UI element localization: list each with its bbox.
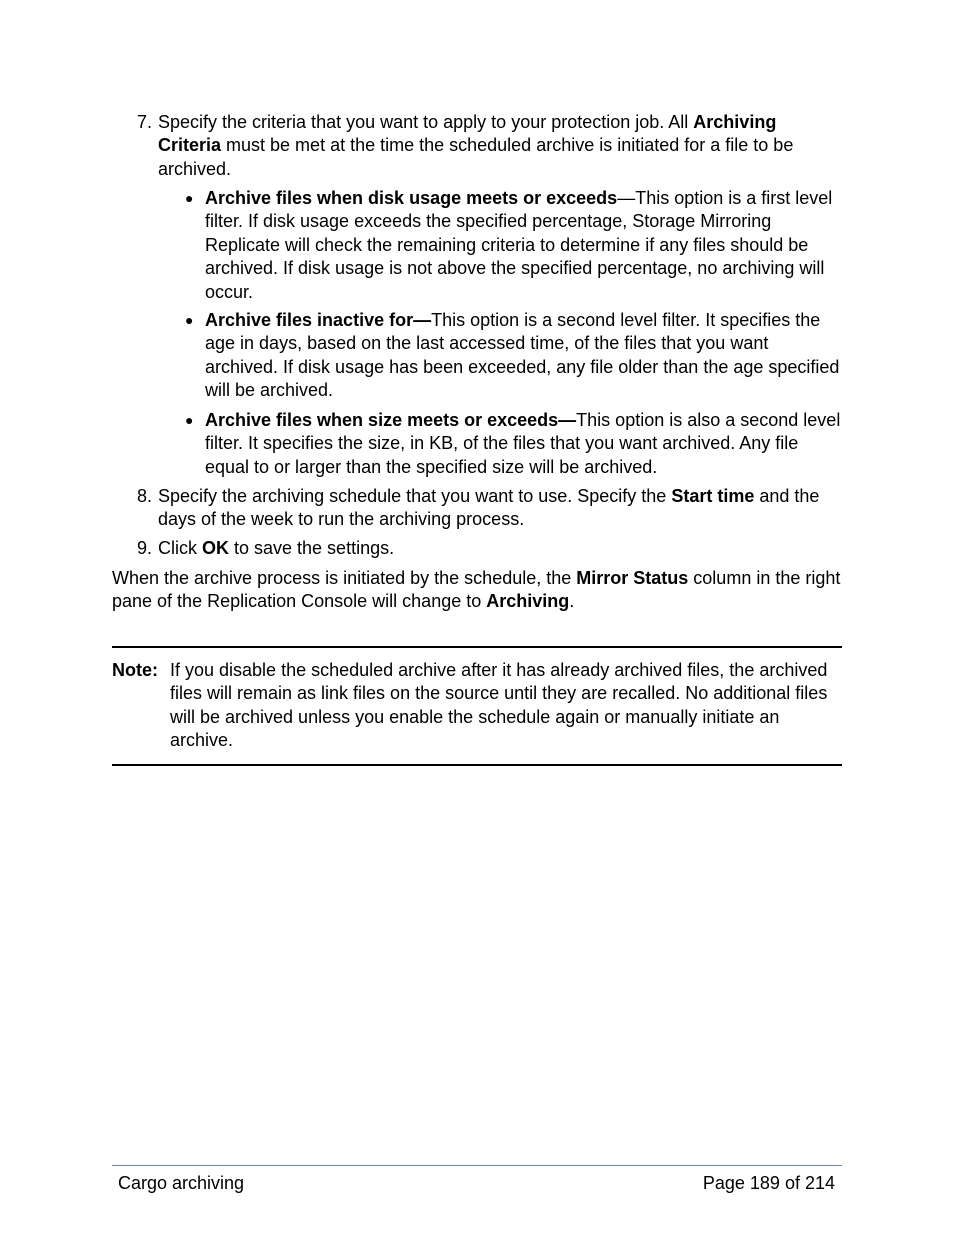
bullet-dot-icon: ● — [185, 412, 194, 428]
step-bold-term: Start time — [671, 486, 755, 506]
bullet-dot-icon: ● — [185, 190, 194, 206]
paragraph-bold-term: Mirror Status — [576, 568, 689, 588]
step-text: to save the settings. — [229, 538, 395, 558]
bullet-text: This option is also a second level filter. It specifies the size, in KB, of the files that you want archived. Any file equal to or larger than the specified size will be archived. — [205, 410, 841, 477]
step-9 — [136, 537, 842, 560]
footer-section-title: Cargo archiving — [118, 1173, 245, 1193]
bullet-text: This option is a second level filter. It specifies the age in days, based on the last accessed time, of the files that you want archived. If disk usage has been exceeded, any file older than the age specified will be archived. — [205, 310, 840, 401]
step-bold-term: Archiving Criteria — [158, 112, 777, 156]
bullet-item — [185, 187, 843, 304]
bullet-bold-term: Archive files when disk usage meets or exceeds — [205, 188, 618, 208]
step-number: 8. — [136, 486, 152, 506]
step-text: Click — [158, 538, 202, 558]
step-bold-term: OK — [202, 538, 229, 558]
bullet-item — [185, 409, 843, 479]
step-text: Specify the criteria that you want to apply to your protection job. All — [158, 112, 694, 132]
body-paragraph — [112, 567, 842, 614]
note-text: If you disable the scheduled archive after it has already archived files, the archived files will remain as link files on the source until they are recalled. No additional files will be archived unless you enable the schedule again or manually initiate an archive. — [170, 660, 828, 751]
bullet-dot-icon: ● — [185, 312, 194, 328]
step-text: Specify the archiving schedule that you want to use. Specify the — [158, 486, 672, 506]
bullet-bold-term: Archive files when size meets or exceeds— — [205, 410, 577, 430]
bullet-bold-term: Archive files inactive for— — [205, 310, 432, 330]
footer-rule — [112, 1165, 842, 1166]
step-text: and the days of the week to run the archiving process. — [158, 486, 820, 530]
step-8 — [136, 485, 842, 532]
step-number: 7. — [136, 112, 152, 132]
bullet-item — [185, 309, 843, 403]
note-label: Note: — [112, 660, 158, 680]
note-bottom-rule — [112, 764, 842, 766]
paragraph-text: When the archive process is initiated by the schedule, the — [112, 568, 577, 588]
step-text: must be met at the time the scheduled archive is initiated for a file to be archived. — [158, 135, 794, 179]
step-7 — [136, 111, 842, 181]
paragraph-text: . — [569, 591, 575, 612]
footer-page-number: Page 189 of 214 — [702, 1173, 835, 1193]
note-top-rule — [112, 646, 842, 648]
paragraph-bold-term: Archiving — [486, 591, 570, 612]
step-number: 9. — [136, 538, 152, 558]
paragraph-text: column in the right pane of the Replication Console will change to — [112, 568, 841, 612]
bullet-text: —This option is a first level filter. If disk usage exceeds the specified percentage, Storage Mirroring Replicate will check the remaining criteria to determine if any files should be archived. If disk usage is not above the specified percentage, no archiving will occur. — [205, 188, 833, 302]
